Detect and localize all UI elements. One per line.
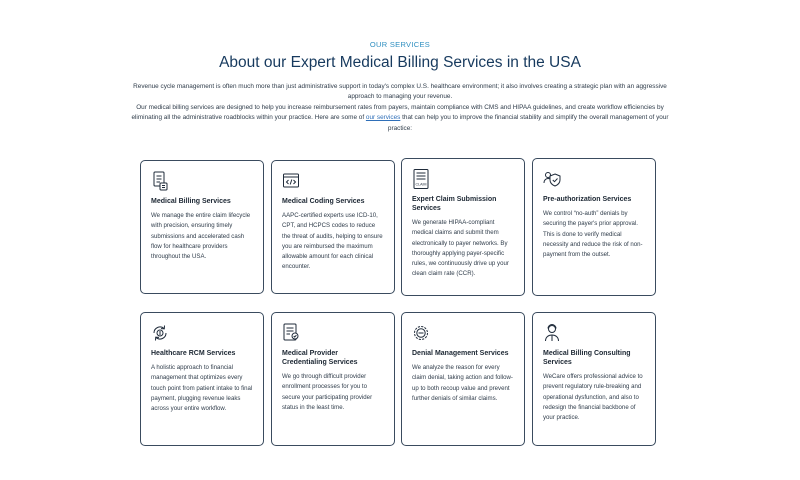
card-description: We analyze the reason for every claim denial, taking action and follow-up to both recoup value and prevent further denials of similar claims. bbox=[412, 364, 513, 402]
cycle-dollar-icon bbox=[151, 322, 169, 344]
intro-paragraph-1: Revenue cycle management is often much more than just administrative support in today's complex U.S. healthcare environment; it also involves creating a strategic plan with an aggressive approach to managing your revenue. bbox=[133, 83, 667, 101]
consultant-icon bbox=[543, 322, 561, 344]
service-card-credentialing[interactable] bbox=[271, 312, 395, 446]
card-description: WeCare offers professional advice to prevent regulatory rule-breaking and operational dysfunction, and also to redesign the financial backbone of your practice. bbox=[543, 373, 643, 422]
card-description: We control “no-auth” denials by securing the payer's prior approval. This is done to verify medical necessity and reduce the risk of non-payment from the outset. bbox=[543, 210, 643, 259]
service-card-claim-submission[interactable] bbox=[401, 158, 525, 296]
card-title: Medical Provider Credentialing Services bbox=[282, 350, 358, 366]
shield-check-icon bbox=[543, 168, 561, 190]
card-description: A holistic approach to financial management that optimizes every touch point from patient intake to final payment, plugging revenue leaks across your entire workflow. bbox=[151, 364, 253, 413]
service-card-medical-coding[interactable] bbox=[271, 160, 395, 294]
service-card-medical-billing[interactable] bbox=[140, 160, 264, 294]
service-card-pre-authorization[interactable] bbox=[532, 158, 656, 296]
card-title: Medical Billing Consulting Services bbox=[543, 350, 631, 366]
service-card-healthcare-rcm[interactable] bbox=[140, 312, 264, 446]
card-description: We manage the entire claim lifecycle with precision, ensuring timely submissions and accelerated cash flow for healthcare providers throughout the USA. bbox=[151, 212, 251, 261]
intro-text-before-link: Our medical billing services are designed to help you increase reimbursement rates from payers, maintain compliance with CMS and HIPAA guidelines, and create workflow efficiencies by eliminating all the administrative roadblocks within your practice. Here are some of bbox=[131, 103, 664, 122]
claim-icon-text: CLAIM bbox=[415, 182, 427, 187]
card-description: We generate HIPAA-compliant medical claims and submit them electronically to payer networks. By thoroughly applying payer-specific rules, we continuously drive up your clean claim rate (CCR). bbox=[412, 219, 509, 278]
card-title: Healthcare RCM Services bbox=[151, 350, 236, 357]
intro-text-after-link: that can help you to improve the financial stability and simplify the overall management of your practice: bbox=[387, 114, 669, 132]
card-title: Expert Claim Submission Services bbox=[412, 196, 497, 212]
card-title: Medical Coding Services bbox=[282, 198, 365, 205]
section-eyebrow: OUR SERVICES bbox=[369, 40, 431, 49]
card-title: Medical Billing Services bbox=[151, 198, 231, 205]
denial-gear-icon bbox=[412, 322, 430, 344]
card-title: Pre-authorization Services bbox=[543, 196, 632, 203]
page-title: About our Expert Medical Billing Services in the USA bbox=[219, 54, 581, 71]
billing-document-icon bbox=[151, 170, 169, 192]
card-description: AAPC-certified experts use ICD-10, CPT, and HCPCS codes to reduce the threat of audits, helping to ensure you are reimbursed the maximum allowable amount for each clinical encounter. bbox=[282, 212, 383, 271]
card-title: Denial Management Services bbox=[412, 350, 509, 357]
claim-form-icon bbox=[412, 168, 430, 190]
service-card-denial-management[interactable] bbox=[401, 312, 525, 446]
intro-paragraph-2 bbox=[130, 103, 670, 134]
card-description: We go through difficult provider enrollment processes for you to secure your participating provider status in the least time. bbox=[282, 373, 373, 411]
intro-text bbox=[130, 82, 670, 134]
credential-certificate-icon bbox=[282, 322, 300, 344]
our-services-link[interactable]: our services bbox=[365, 114, 401, 122]
service-card-billing-consulting[interactable] bbox=[532, 312, 656, 446]
code-window-icon bbox=[282, 170, 300, 192]
